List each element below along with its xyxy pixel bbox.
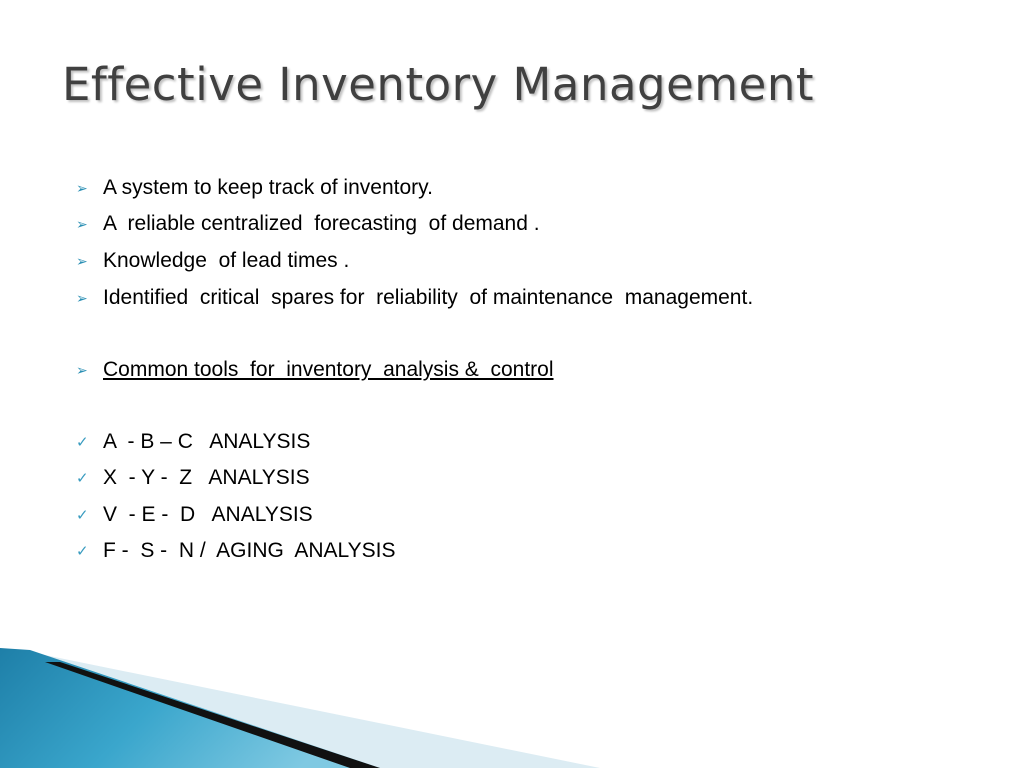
checkmark-icon: ✓ (76, 543, 89, 560)
analysis-text: X - Y - Z ANALYSIS (103, 466, 310, 489)
arrow-bullet-icon: ➢ (76, 361, 88, 378)
bullet-item (76, 209, 540, 239)
analysis-text: A - B – C ANALYSIS (103, 430, 311, 453)
checkmark-icon: ✓ (76, 507, 89, 524)
analysis-text: F - S - N / AGING ANALYSIS (103, 539, 396, 562)
analysis-item (76, 536, 396, 566)
analysis-item (76, 427, 310, 457)
tools-heading-item (76, 355, 554, 385)
analysis-item (76, 500, 313, 530)
checkmark-icon: ✓ (76, 434, 89, 451)
bullet-item (76, 246, 349, 276)
analysis-text: V - E - D ANALYSIS (103, 503, 313, 526)
checkmark-icon: ✓ (76, 470, 89, 487)
tools-heading: Common tools for inventory analysis & control (103, 358, 554, 381)
bullet-text: Identified critical spares for reliability of maintenance management. (103, 286, 754, 309)
arrow-bullet-icon: ➢ (76, 179, 88, 196)
arrow-bullet-icon: ➢ (76, 252, 88, 269)
arrow-bullet-icon: ➢ (76, 215, 88, 232)
bullet-text: Knowledge of lead times . (103, 249, 350, 272)
analysis-item (76, 463, 310, 493)
bullet-text: A system to keep track of inventory. (103, 176, 433, 199)
bullet-text: A reliable centralized forecasting of demand . (103, 212, 540, 235)
slide-title: Effective Inventory Management (62, 58, 814, 111)
arrow-bullet-icon: ➢ (76, 289, 88, 306)
bullet-item (76, 283, 753, 313)
bullet-item (76, 173, 433, 203)
